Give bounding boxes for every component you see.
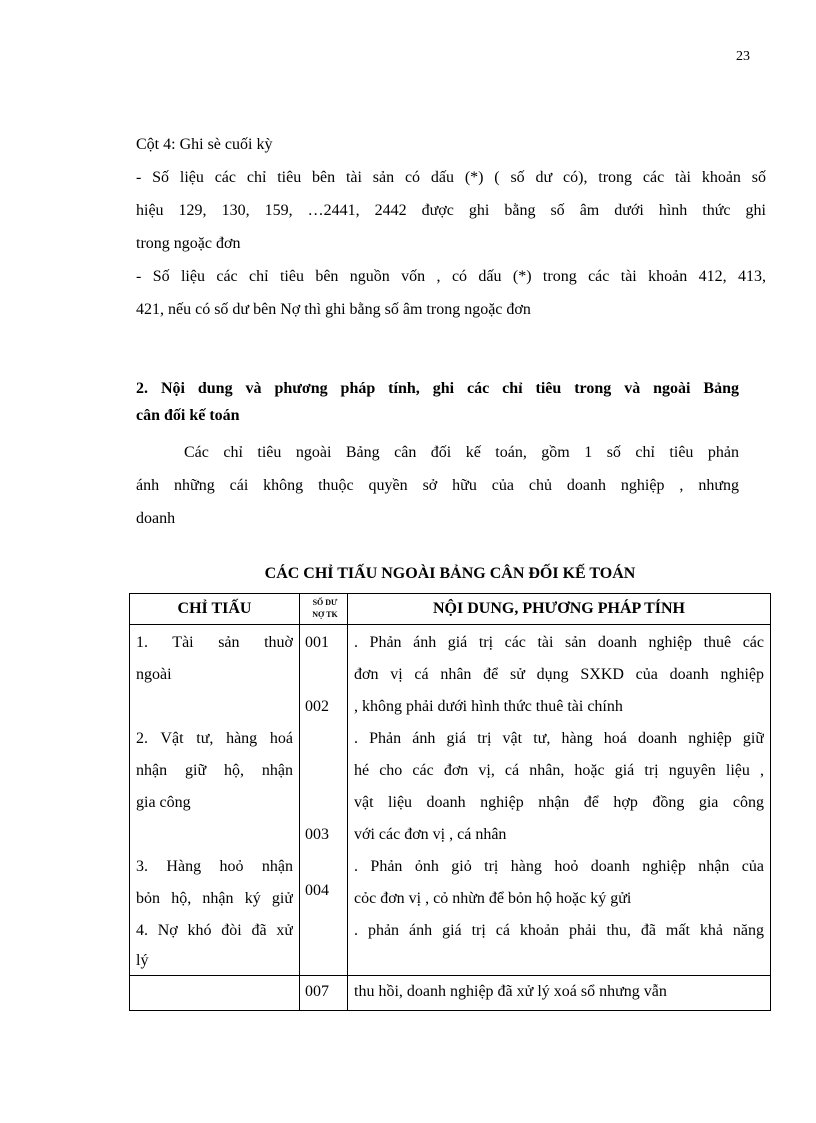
item-line: gia công (136, 794, 191, 811)
content-line: . Phản ánh giá trị vật tư, hàng hoá doanh nghiệp giữ (354, 730, 764, 747)
item-line: 4. Nợ khó đòi đã xử (136, 922, 293, 939)
content-line: vật liệu doanh nghiệp nhận để hợp đồng gia công (354, 794, 764, 811)
item-line: nhận giữ hộ, nhận (136, 762, 293, 779)
section2-heading-line: 2. Nội dung và phương pháp tính, ghi các chỉ tiêu trong và ngoài Bảng (136, 380, 739, 397)
indicator-cell (130, 976, 300, 1011)
section2-body-line: doanh (136, 510, 176, 527)
account-code: 004 (305, 882, 329, 899)
content-cell (348, 976, 771, 1011)
code-cell (300, 625, 348, 976)
content-line: . Phản ánh giá trị các tài sản doanh nghiệp thuê các (354, 634, 764, 651)
table-title: CÁC CHỈ TIẤU NGOÀI BẢNG CÂN ĐỐI KẾ TOÁN (264, 565, 636, 582)
off-balance-table (129, 593, 771, 1011)
account-code: 002 (305, 698, 329, 715)
content-line: . Phản ỏnh giỏ trị hàng hoỏ doanh nghiệp nhận của (354, 858, 764, 875)
section2-body (136, 436, 739, 535)
table-row (130, 625, 771, 976)
content-cell (348, 625, 771, 976)
code-cell (300, 976, 348, 1011)
section2-heading (136, 372, 739, 432)
account-code: 003 (305, 826, 329, 843)
spacer (300, 787, 347, 819)
content-line: , không phải dưới hình thức thuê tài chính (354, 698, 623, 715)
account-code: 007 (305, 983, 329, 1000)
item-line: 3. Hàng hoỏ nhận (136, 858, 293, 875)
col4-notes (136, 128, 766, 326)
item-line: 1. Tài sản thuờ (136, 634, 293, 651)
item-line: lý (136, 952, 149, 969)
item-line: 2. Vật tư, hàng hoá (136, 730, 293, 747)
content-line: đơn vị cá nhân để sử dụng SXKD của doanh nghiệp (354, 666, 764, 683)
spacer (300, 755, 347, 787)
content-line: cỏc đơn vị , cỏ nhừn để bỏn hộ hoặc ký gửi (354, 890, 632, 907)
spacer (136, 691, 293, 723)
table-header-row (130, 594, 771, 625)
item-line: bỏn hộ, nhận ký giử (136, 890, 293, 907)
col4-para1-line: trong ngoặc đơn (136, 235, 241, 252)
header-balance (300, 594, 348, 625)
col4-para1-line: - Số liệu các chỉ tiêu bên tài sản có dấu (*) ( số dư có), trong các tài khoản số (136, 169, 766, 186)
section2-body-line: ánh những cái không thuộc quyền sở hữu của chủ doanh nghiệp , nhưng (136, 477, 739, 494)
col4-para2-line: 421, nếu có số dư bên Nợ thì ghi bằng số âm trong ngoặc đơn (136, 301, 531, 318)
section2-heading-line: cân đối kế toán (136, 407, 240, 424)
content-line: với các đơn vị , cá nhân (354, 826, 507, 843)
spacer (136, 819, 293, 851)
header-balance-line: NỢ TK (312, 610, 338, 619)
indicator-cell (130, 625, 300, 976)
content-line: . phản ánh giá trị cá khoản phải thu, đã mất khả năng (354, 922, 764, 939)
table-row (130, 976, 771, 1011)
page-number: 23 (736, 49, 750, 64)
item-line: ngoài (136, 666, 172, 683)
account-code: 001 (305, 634, 329, 651)
col4-para1-line: hiệu 129, 130, 159, …2441, 2442 được ghi bằng số âm dưới hình thức ghi (136, 202, 766, 219)
spacer (300, 659, 347, 691)
header-balance-line: SỐ DƯ (312, 598, 338, 607)
col4-para2-line: - Số liệu các chỉ tiêu bên nguồn vốn , có dấu (*) trong các tài khoản 412, 413, (136, 268, 766, 285)
section2-body-line: Các chỉ tiêu ngoài Bảng cân đối kế toán, gồm 1 số chỉ tiêu phản (184, 444, 739, 461)
content-line: hé cho các đơn vị, cá nhân, hoặc giá trị nguyên liệu , (354, 762, 764, 779)
header-indicator: CHỈ TIẤU (130, 594, 300, 625)
content-line: thu hồi, doanh nghiệp đã xử lý xoá sổ nhưng vẫn (354, 983, 667, 1000)
col4-title: Cột 4: Ghi sè cuối kỳ (136, 136, 273, 153)
spacer (300, 723, 347, 755)
header-content: NỘI DUNG, PHƯƠNG PHÁP TÍNH (348, 594, 771, 625)
